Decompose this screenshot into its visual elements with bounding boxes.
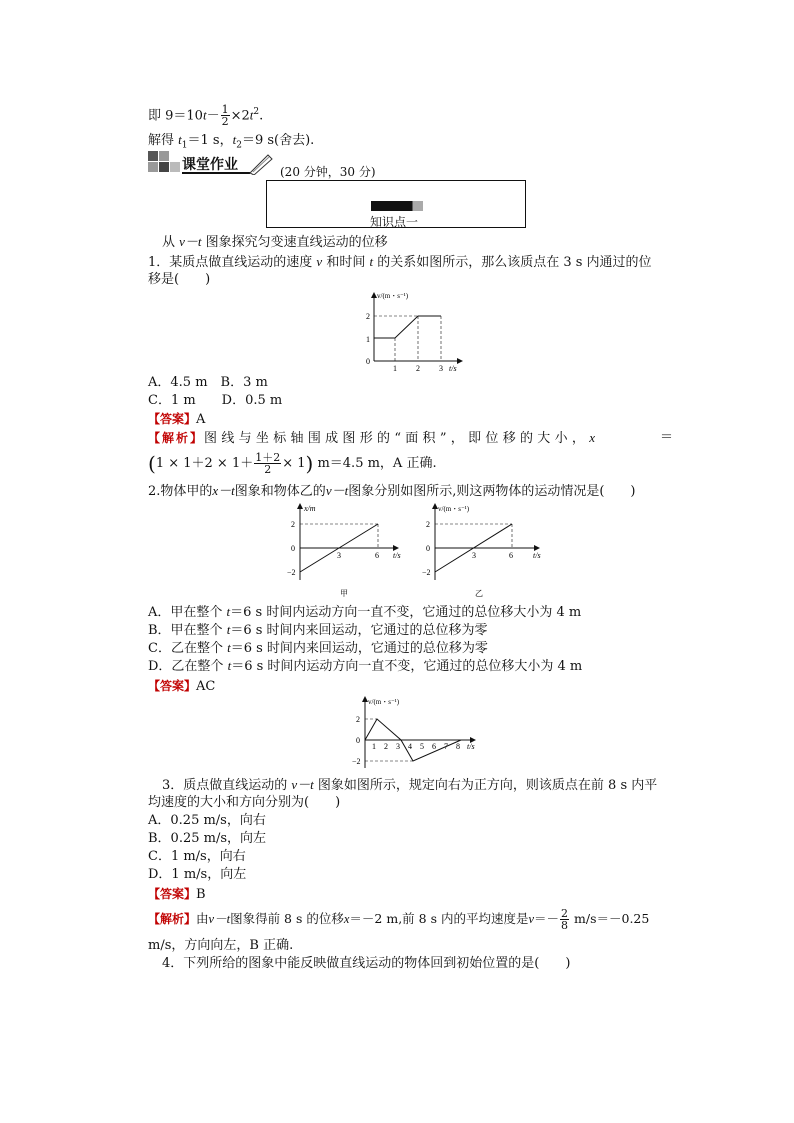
- g2b-ylabel: v/(m・s⁻¹): [438, 505, 470, 513]
- q1-expl2-num: 1＋2: [255, 451, 281, 464]
- g3-xtick-4: 4: [408, 742, 412, 751]
- solve-end: ＝9 s(舍去).: [241, 133, 315, 148]
- q3-expl-c: ＝－2 m,前 8 s 内的平均速度是: [349, 911, 529, 926]
- g1-ylabel: v/(m・s⁻¹): [377, 292, 409, 300]
- section-header: [148, 151, 278, 175]
- q2-a: 2.物体甲的: [148, 484, 213, 499]
- q3-answer-tag: 【答案】: [148, 887, 197, 901]
- eq-num: 1: [221, 103, 229, 117]
- g2b-caption: 乙: [475, 589, 483, 598]
- pen-icon: [248, 151, 274, 175]
- q3-expl-d: ＝－: [534, 911, 560, 926]
- g1-ytick-1: 1: [366, 335, 370, 344]
- q1-options-cd: C．1 m D．0.5 m: [148, 393, 283, 408]
- q1-expl2-a: 1 × 1＋2 × 1＋: [155, 456, 254, 471]
- q2-opt-c-text: ＝6 s 时间内来回运动，它通过的总位移为零: [230, 641, 488, 656]
- q3-expl-v: v: [528, 912, 535, 926]
- eq-prefix: 即 9＝10: [148, 108, 203, 124]
- g1-xtick-1: 1: [393, 364, 397, 373]
- q3-b: 图象如图所示，规定向右为正方向，则该质点在前 8 s 内平: [313, 778, 658, 793]
- q3-explanation-line2: m/s，方向向左，B 正确.: [148, 938, 294, 953]
- g2a-xlabel: t/s: [393, 551, 401, 560]
- solve-prefix: 解得: [148, 133, 175, 148]
- q1-t: t: [369, 254, 374, 269]
- g3-ytick-m2: −2: [352, 757, 361, 766]
- g2a-ytick-2: 2: [291, 520, 295, 529]
- topic-line: [162, 234, 388, 251]
- q3-expl-e: m/s＝－0.25: [570, 911, 650, 926]
- knowledge-box: [266, 180, 526, 228]
- q3-option-b: B．0.25 m/s，向左: [148, 831, 267, 846]
- g2b-ytick-m2: −2: [422, 568, 431, 577]
- q2-option-b: [148, 622, 488, 639]
- g1-xtick-3: 3: [439, 364, 443, 373]
- q1-options-ab: A．4.5 m B．3 m: [148, 375, 268, 390]
- q1-line1: [148, 254, 652, 271]
- q4-stem: 4．下列所给的图象中能反映做直线运动的物体回到初始位置的是( ): [162, 956, 571, 971]
- intro-equation: [148, 104, 263, 127]
- q2-stem: [148, 483, 635, 500]
- q3-explanation-line1: [148, 908, 649, 931]
- g2b-ytick-0: 0: [426, 544, 430, 553]
- topic-prefix: 从: [162, 235, 180, 250]
- g3-xtick-6: 6: [432, 742, 436, 751]
- topic-text: 图象探究匀变速直线运动的位移: [201, 235, 388, 250]
- q1-expl2-frac: [254, 452, 281, 475]
- q2-option-c: [148, 640, 488, 657]
- q2-vt: v－t: [325, 483, 349, 498]
- q2-opt-a-text: ＝6 s 时间内运动方向一直不变，它通过的总位移大小为 4 m: [230, 605, 582, 620]
- q2-opt-a-t: t: [226, 604, 231, 619]
- q1-expl2-den: 2: [264, 463, 272, 476]
- g1-line: [374, 316, 441, 338]
- q3-expl-x: x: [343, 912, 350, 926]
- g2a-ytick-0: 0: [291, 544, 295, 553]
- g1-xtick-2: 2: [416, 364, 420, 373]
- solve-sub2: 2: [236, 140, 242, 151]
- q3-expl-den: 8: [561, 919, 569, 932]
- eq-end: .: [259, 108, 264, 124]
- graph3: [345, 694, 480, 772]
- topic-var: v－t: [179, 234, 202, 249]
- eq-minus: －: [206, 108, 220, 124]
- q3-option-d: D．1 m/s，向左: [148, 867, 247, 882]
- q1-expl2-c: m＝4.5 m，A 正确.: [313, 456, 437, 471]
- eq-sup: 2: [253, 107, 260, 117]
- g3-xtick-3: 3: [396, 742, 400, 751]
- q2-opt-d-pre: D．乙在整个: [148, 659, 228, 674]
- q3-line2: 均速度的大小和方向分别为( ): [148, 795, 341, 810]
- section-title: 课堂作业: [182, 157, 238, 173]
- eq-den: 2: [221, 115, 229, 129]
- q1-b: 和时间: [322, 255, 370, 270]
- g1-ytick-2: 2: [366, 312, 370, 321]
- q1-expl-text: 图线与坐标轴围成图形的“面积”，即位移的大小，: [204, 431, 590, 446]
- q2-option-d: [148, 658, 582, 675]
- solve-sub1: 1: [181, 140, 188, 151]
- q1-explanation-line2: (1 × 1＋2 × 1＋ $\frac{1+2}{2}$ × 1) m＝4.5 m，A 正确.: [148, 451, 437, 476]
- q2-answer-tag: 【答案】: [148, 679, 197, 693]
- g3-xtick-7: 7: [444, 742, 448, 751]
- graph2-jia: [280, 500, 410, 600]
- q2-opt-b-text: ＝6 s 时间内来回运动，它通过的总位移为零: [230, 623, 488, 638]
- g1-xlabel: t/s: [449, 364, 457, 373]
- graph2-yi: [415, 500, 555, 600]
- q2-opt-c-pre: C．乙在整个: [148, 641, 228, 656]
- time-note: (20 分钟，30 分): [280, 165, 376, 179]
- q3-vt: v－t: [291, 777, 314, 792]
- q3-expl-vt: v－t: [208, 912, 231, 926]
- q1-v: v: [316, 254, 323, 269]
- q2-xt: x－t: [212, 483, 235, 498]
- solve-t1: t: [178, 132, 182, 147]
- q3-answer-value: B: [196, 887, 206, 902]
- g3-ylabel: v/(m・s⁻¹): [368, 698, 400, 706]
- g3-xtick-8: 8: [456, 742, 460, 751]
- q1-a: 1．某质点做直线运动的速度: [148, 255, 317, 270]
- q2-b: 图象和物体乙的: [234, 484, 326, 499]
- q3-expl-b: 图象得前 8 s 的位移: [230, 911, 344, 926]
- q1-answer-value: A: [196, 412, 206, 427]
- q3-expl-a: 由: [196, 911, 209, 926]
- solve-t2: t: [232, 132, 237, 147]
- eq-rest: ×2: [230, 108, 250, 124]
- q1-expl-x: x: [589, 430, 600, 445]
- q1-line2: 移是( ): [148, 272, 211, 287]
- q2-opt-d-text: ＝6 s 时间内运动方向一直不变，它通过的总位移大小为 4 m: [231, 659, 583, 674]
- q2-c: 图象分别如图所示,则这两物体的运动情况是( ): [348, 484, 636, 499]
- q1-expl-tag: 【解析】: [148, 431, 205, 445]
- g3-xlabel: t/s: [467, 742, 475, 751]
- q2-opt-a-pre: A．甲在整个: [148, 605, 227, 620]
- g2b-xlabel: t/s: [533, 551, 541, 560]
- g3-ytick-0: 0: [356, 736, 360, 745]
- g2a-caption: 甲: [340, 589, 348, 598]
- q2-answer-value: AC: [196, 679, 216, 694]
- g3-xtick-2: 2: [384, 742, 388, 751]
- q3-expl-num: 2: [561, 907, 569, 920]
- knowledge-bar: [371, 201, 423, 211]
- g2a-ytick-m2: −2: [287, 568, 296, 577]
- eq-t2: t: [249, 107, 254, 123]
- q1-expl2-b: × 1: [282, 456, 306, 471]
- q3-option-a: A．0.25 m/s，向右: [148, 813, 266, 828]
- q3-option-c: C．1 m/s，向右: [148, 849, 246, 864]
- g3-ytick-2: 2: [356, 715, 360, 724]
- q1-answer-tag: 【答案】: [148, 412, 197, 426]
- g2a-xtick-6: 6: [375, 551, 379, 560]
- q2-opt-b-t: t: [226, 622, 231, 637]
- eq-t: t: [202, 107, 207, 123]
- q3-expl-tag: 【解析】: [148, 912, 197, 926]
- g3-xtick-5: 5: [420, 742, 424, 751]
- q3-answer: [148, 886, 206, 903]
- q3-a: 3．质点做直线运动的: [162, 778, 292, 793]
- q2-opt-b-pre: B．甲在整个: [148, 623, 227, 638]
- g1-ytick-0: 0: [366, 357, 370, 366]
- q1-expl-eq: ＝: [660, 430, 674, 445]
- knowledge-label: 知识点一: [370, 215, 419, 229]
- g2a-xtick-3: 3: [337, 551, 341, 560]
- eq-fraction: [221, 104, 230, 127]
- g3-xtick-1: 1: [372, 742, 376, 751]
- solve-mid: ＝1 s，: [187, 133, 233, 148]
- q2-option-a: [148, 604, 581, 621]
- q2-opt-d-t: t: [227, 658, 232, 673]
- g2b-xtick-3: 3: [472, 551, 476, 560]
- q1-answer: [148, 411, 205, 428]
- header-squares-icon: [148, 151, 184, 175]
- q1-explanation-line1: [148, 430, 599, 447]
- q3-line1: [162, 777, 657, 794]
- g2b-xtick-6: 6: [509, 551, 513, 560]
- q2-opt-c-t: t: [227, 640, 231, 655]
- q2-answer: [148, 678, 215, 695]
- g2b-ytick-2: 2: [426, 520, 430, 529]
- q1-c: 的关系如图所示，那么该质点在 3 s 内通过的位: [373, 255, 652, 270]
- q3-expl-frac: [560, 908, 569, 931]
- graph1: [360, 287, 480, 377]
- g2a-ylabel: x/m: [304, 504, 316, 513]
